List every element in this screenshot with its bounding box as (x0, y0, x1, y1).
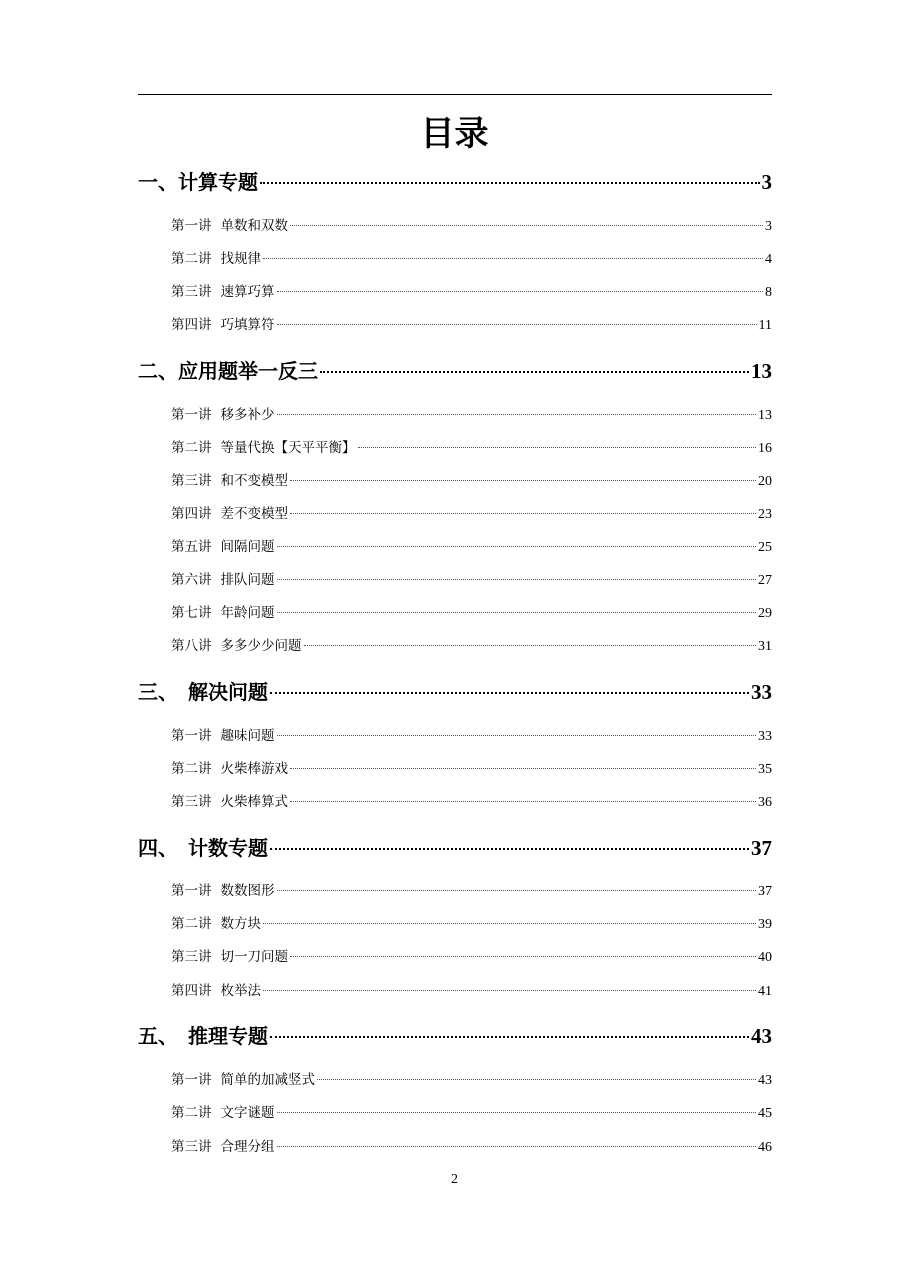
lecture-label (171, 537, 275, 557)
lecture-label (171, 1070, 315, 1090)
lecture-label (171, 726, 275, 746)
toc-lecture[interactable] (171, 405, 772, 425)
lecture-number: 第二讲 (171, 251, 212, 267)
lecture-number: 第三讲 (171, 949, 212, 965)
lecture-title: 文字谜题 (220, 1105, 275, 1121)
dot-leader (304, 645, 757, 646)
dot-leader (290, 225, 763, 226)
lecture-page: 20 (758, 474, 772, 489)
dot-leader (263, 990, 756, 991)
lecture-label (171, 504, 288, 524)
lecture-title: 排队问题 (220, 572, 275, 588)
lecture-number: 第二讲 (171, 761, 212, 777)
toc-lecture[interactable] (171, 636, 772, 656)
dot-leader (277, 735, 757, 736)
lecture-number: 第三讲 (171, 794, 212, 810)
dot-leader (270, 692, 749, 694)
toc-lecture[interactable] (171, 792, 772, 812)
lecture-page: 16 (758, 441, 772, 456)
lecture-number: 第七讲 (171, 605, 212, 621)
dot-leader (358, 447, 757, 448)
lecture-number: 第八讲 (171, 638, 212, 654)
dot-leader (277, 612, 757, 613)
lecture-title: 巧填算符 (220, 317, 275, 333)
section-page: 13 (751, 359, 772, 383)
toc-title: 目录 (420, 114, 489, 154)
lecture-number: 第二讲 (171, 916, 212, 932)
lecture-label (171, 603, 275, 623)
lecture-page: 13 (758, 408, 772, 423)
toc-lecture[interactable] (171, 315, 772, 335)
dot-leader (270, 848, 749, 850)
toc-section-3[interactable] (138, 678, 772, 706)
toc-lecture[interactable] (171, 504, 772, 524)
lecture-page: 27 (758, 573, 772, 588)
section-page: 37 (751, 836, 772, 860)
section-page: 43 (751, 1024, 772, 1048)
lecture-label (171, 315, 275, 335)
dot-leader (277, 890, 757, 891)
lecture-title: 等量代换【天平平衡】 (220, 440, 356, 456)
dot-leader (277, 546, 757, 547)
toc-section-5[interactable] (138, 1022, 772, 1050)
dot-leader (290, 768, 756, 769)
dot-leader (277, 414, 757, 415)
lecture-number: 第四讲 (171, 506, 212, 522)
toc-lecture[interactable] (171, 249, 772, 269)
lecture-page: 41 (758, 984, 772, 999)
lecture-title: 速算巧算 (220, 284, 275, 300)
toc-lecture[interactable] (171, 881, 772, 901)
lecture-title: 数方块 (220, 916, 261, 932)
lecture-title: 枚举法 (220, 983, 261, 999)
toc-lecture[interactable] (171, 570, 772, 590)
lecture-number: 第二讲 (171, 1105, 212, 1121)
section-label: 二、应用题举一反三 (138, 359, 318, 383)
dot-leader (277, 291, 764, 292)
lecture-number: 第五讲 (171, 539, 212, 555)
section-label: 三、 解决问题 (138, 680, 268, 704)
dot-leader (290, 513, 756, 514)
lecture-title: 差不变模型 (220, 506, 288, 522)
lecture-page: 40 (758, 950, 772, 965)
lecture-title: 趣味问题 (220, 728, 275, 744)
lecture-title: 移多补少 (220, 407, 275, 423)
section-label: 五、 推理专题 (138, 1024, 268, 1048)
toc-lecture[interactable] (171, 1070, 772, 1090)
lecture-title: 找规律 (220, 251, 261, 267)
lecture-page: 23 (758, 507, 772, 522)
lecture-label (171, 438, 356, 458)
lecture-page: 8 (765, 285, 772, 300)
lecture-title: 简单的加减竖式 (220, 1072, 315, 1088)
lecture-label (171, 216, 288, 236)
lecture-label (171, 947, 288, 967)
lecture-number: 第四讲 (171, 983, 212, 999)
lecture-title: 火柴棒算式 (220, 794, 288, 810)
toc-lecture[interactable] (171, 759, 772, 779)
dot-leader (277, 579, 757, 580)
lecture-page: 39 (758, 917, 772, 932)
lecture-label (171, 792, 288, 812)
lecture-number: 第六讲 (171, 572, 212, 588)
toc-lecture[interactable] (171, 726, 772, 746)
lecture-number: 第三讲 (171, 473, 212, 489)
lecture-page: 3 (765, 219, 772, 234)
toc-section-4[interactable] (138, 834, 772, 862)
toc-section-2[interactable] (138, 357, 772, 385)
dot-leader (277, 1112, 757, 1113)
lecture-number: 第三讲 (171, 1139, 212, 1155)
lecture-label (171, 981, 261, 1001)
toc-lecture[interactable] (171, 981, 772, 1001)
section-label: 四、 计数专题 (138, 836, 268, 860)
lecture-number: 第二讲 (171, 440, 212, 456)
toc-lecture[interactable] (171, 537, 772, 557)
dot-leader (290, 801, 756, 802)
lecture-page: 43 (758, 1073, 772, 1088)
lecture-page: 36 (758, 795, 772, 810)
lecture-label (171, 570, 275, 590)
lecture-title: 火柴棒游戏 (220, 761, 288, 777)
dot-leader (270, 1036, 749, 1038)
lecture-page: 46 (758, 1140, 772, 1155)
dot-leader (290, 480, 756, 481)
dot-leader (260, 182, 760, 184)
toc-lecture[interactable] (171, 216, 772, 236)
dot-leader (263, 258, 763, 259)
lecture-number: 第一讲 (171, 1072, 212, 1088)
lecture-page: 45 (758, 1106, 772, 1121)
lecture-page: 37 (758, 884, 772, 899)
toc-section-1[interactable] (138, 168, 772, 196)
toc-lecture[interactable] (171, 438, 772, 458)
lecture-page: 25 (758, 540, 772, 555)
toc-lecture[interactable] (171, 471, 772, 491)
dot-leader (277, 324, 757, 325)
lecture-number: 第一讲 (171, 883, 212, 899)
lecture-label (171, 405, 275, 425)
lecture-page: 11 (758, 318, 772, 333)
page-number: 2 (451, 1172, 458, 1187)
lecture-number: 第三讲 (171, 284, 212, 300)
lecture-page: 35 (758, 762, 772, 777)
lecture-title: 切一刀问题 (220, 949, 288, 965)
lecture-label (171, 636, 302, 656)
lecture-number: 第一讲 (171, 218, 212, 234)
toc-lecture[interactable] (171, 1103, 772, 1123)
lecture-title: 单数和双数 (220, 218, 288, 234)
lecture-label (171, 471, 288, 491)
toc-lecture[interactable] (171, 603, 772, 623)
lecture-title: 数数图形 (220, 883, 275, 899)
lecture-title: 多多少少问题 (220, 638, 302, 654)
lecture-label (171, 249, 261, 269)
toc-lecture[interactable] (171, 1137, 772, 1157)
section-page: 3 (761, 170, 772, 194)
lecture-page: 31 (758, 639, 772, 654)
lecture-page: 4 (765, 252, 772, 267)
toc-lecture[interactable] (171, 282, 772, 302)
dot-leader (263, 923, 756, 924)
dot-leader (320, 371, 749, 373)
lecture-label (171, 881, 275, 901)
header-rule (138, 94, 772, 95)
lecture-number: 第一讲 (171, 728, 212, 744)
lecture-label (171, 1103, 275, 1123)
lecture-title: 间隔问题 (220, 539, 275, 555)
section-label: 一、计算专题 (138, 170, 258, 194)
toc-lecture[interactable] (171, 947, 772, 967)
dot-leader (290, 956, 756, 957)
lecture-label (171, 282, 275, 302)
lecture-title: 合理分组 (220, 1139, 275, 1155)
section-page: 33 (751, 680, 772, 704)
lecture-label (171, 914, 261, 934)
lecture-number: 第四讲 (171, 317, 212, 333)
lecture-page: 33 (758, 729, 772, 744)
lecture-number: 第一讲 (171, 407, 212, 423)
dot-leader (277, 1146, 757, 1147)
lecture-page: 29 (758, 606, 772, 621)
lecture-title: 和不变模型 (220, 473, 288, 489)
lecture-title: 年龄问题 (220, 605, 275, 621)
lecture-label (171, 759, 288, 779)
lecture-label (171, 1137, 275, 1157)
dot-leader (317, 1079, 756, 1080)
toc-lecture[interactable] (171, 914, 772, 934)
